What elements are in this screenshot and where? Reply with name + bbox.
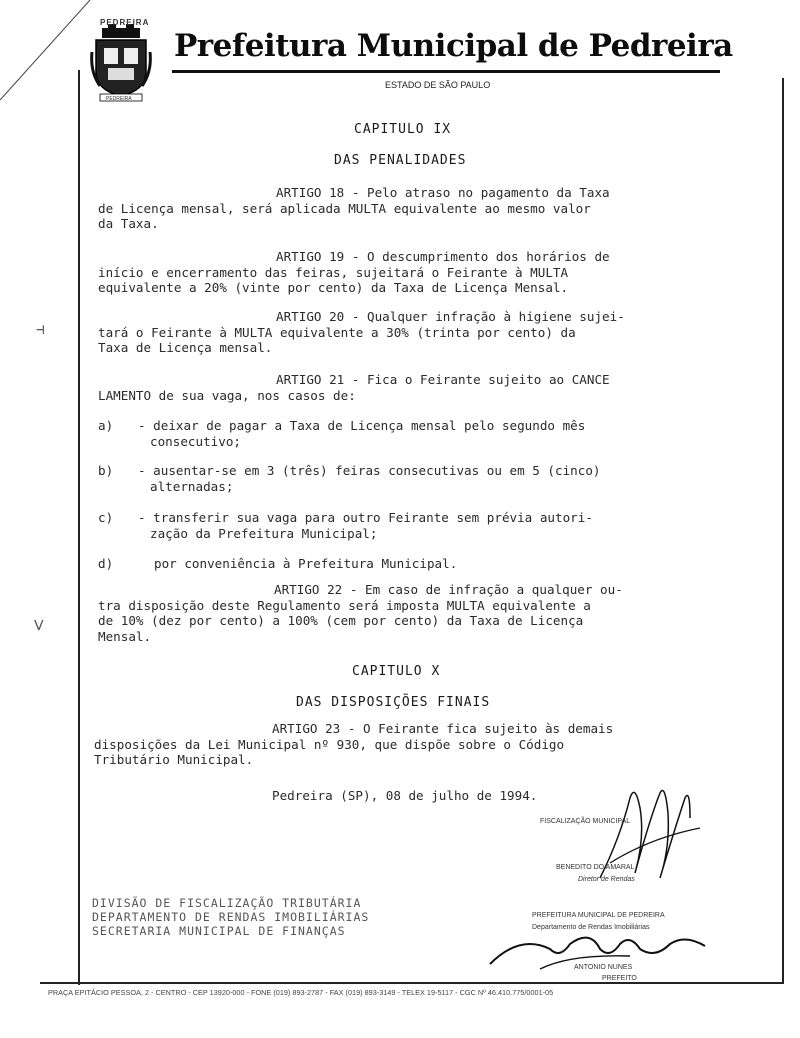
signature-role-3: PREFEITO: [602, 975, 637, 982]
list-item-line: - transferir sua vaga para outro Feirante sem prévia autori-: [138, 510, 593, 525]
department-line: DIVISÃO DE FISCALIZAÇÃO TRIBUTÁRIA: [92, 896, 362, 910]
article-22-line: de 10% (dez por cento) a 100% (cem por cento) da Taxa de Licença: [98, 613, 584, 628]
article-19: [98, 249, 610, 296]
list-item-marker: b): [98, 463, 114, 478]
article-21-line: LAMENTO de sua vaga, nos casos de:: [98, 387, 356, 403]
article-19-line: ARTIGO 19 - O descumprimento dos horários de: [276, 249, 610, 264]
margin-mark: ⊣: [36, 322, 45, 338]
article-22-line: tra disposição deste Regulamento será imposta MULTA equivalente a: [98, 597, 591, 613]
article-20-line: ARTIGO 20 - Qualquer infração à higiene sujei-: [276, 309, 625, 324]
page-title: Prefeitura Municipal de Pedreira: [174, 28, 733, 64]
article-21-line: ARTIGO 21 - Fica o Feirante sujeito ao CANCE: [276, 372, 610, 387]
signature-name-2: BENEDITO DO AMARAL: [556, 864, 635, 871]
list-item-marker: c): [98, 510, 114, 525]
signature-scribble: [590, 778, 710, 888]
article-22-line: Mensal.: [98, 628, 152, 644]
list-item-line: - deixar de pagar a Taxa de Licença mensal pelo segundo mês: [138, 418, 586, 433]
municipal-crest-icon: [90, 22, 152, 104]
article-21: [98, 372, 610, 403]
chapter-ix-title: CAPITULO IX: [354, 122, 452, 137]
page-subtitle: ESTADO DE SÃO PAULO: [385, 80, 491, 90]
page-border-left: [78, 70, 80, 985]
article-19-line: equivalente a 20% (vinte por cento) da Taxa de Licença Mensal.: [98, 280, 569, 295]
list-item-line: alternadas;: [150, 478, 234, 494]
article-20-line: Taxa de Licença mensal.: [98, 340, 273, 355]
article-23: [94, 721, 613, 768]
footer-address: PRAÇA EPITÁCIO PESSOA, 2 - CENTRO - CEP 13920-000 - FONE (019) 893-2787 - FAX (019) 893-3149 - TELEX 19-5117 - CGC Nº 46.410.775/0001-05: [48, 988, 554, 997]
article-18: [98, 185, 610, 232]
list-item-line: consecutivo;: [150, 433, 241, 449]
article-22: [98, 582, 623, 644]
article-18-line: ARTIGO 18 - Pelo atraso no pagamento da Taxa: [276, 185, 610, 200]
signature-subheader-3: Departamento de Rendas Imobiliárias: [532, 924, 650, 931]
list-item-line: - ausentar-se em 3 (três) feiras consecutivas ou em 5 (cinco): [138, 463, 601, 478]
chapter-ix-subtitle: DAS PENALIDADES: [334, 153, 467, 168]
crest-banner-text: PEDREIRA: [100, 18, 150, 27]
article-18-line: de Licença mensal, será aplicada MULTA equivalente ao mesmo valor: [98, 200, 591, 216]
list-item-line: zação da Prefeitura Municipal;: [150, 525, 378, 541]
page-border-right: [782, 78, 784, 983]
article-20-line: tará o Feirante à MULTA equivalente a 30% (trinta por cento) da: [98, 324, 576, 340]
article-22-line: ARTIGO 22 - Em caso de infração a qualquer ou-: [274, 582, 623, 597]
header-rule: [172, 70, 720, 73]
signature-header-3: PREFEITURA MUNICIPAL DE PEDREIRA: [532, 912, 665, 919]
crest-ribbon-text: PEDREIRA: [106, 96, 132, 102]
department-line: DEPARTAMENTO DE RENDAS IMOBILIÁRIAS: [92, 910, 370, 924]
list-item-marker: a): [98, 418, 114, 433]
list-item-line: por conveniência à Prefeitura Municipal.: [154, 556, 458, 571]
chapter-x-subtitle: DAS DISPOSIÇÕES FINAIS: [296, 695, 491, 710]
issuing-department: [92, 896, 369, 938]
signature-caption-1: FISCALIZAÇÃO MUNICIPAL: [540, 818, 631, 825]
margin-mark: ᐯ: [34, 618, 44, 634]
article-19-line: início e encerramento das feiras, sujeitará o Feirante à MULTA: [98, 264, 569, 280]
page-border-bottom: [40, 982, 784, 984]
article-18-line: da Taxa.: [98, 216, 159, 231]
signature-role-2: Diretor de Rendas: [578, 876, 635, 883]
date-line: Pedreira (SP), 08 de julho de 1994.: [272, 788, 538, 803]
article-23-line: ARTIGO 23 - O Feirante fica sujeito às demais: [272, 721, 614, 736]
list-item-marker: d): [98, 556, 114, 571]
department-line: SECRETARIA MUNICIPAL DE FINANÇAS: [92, 924, 346, 938]
signature-name-3: ANTONIO NUNES: [574, 964, 633, 971]
article-20: [98, 309, 625, 356]
article-23-line: disposições da Lei Municipal nº 930, que dispõe sobre o Código: [94, 736, 565, 752]
article-23-line: Tributário Municipal.: [94, 752, 254, 767]
chapter-x-title: CAPITULO X: [352, 664, 441, 679]
